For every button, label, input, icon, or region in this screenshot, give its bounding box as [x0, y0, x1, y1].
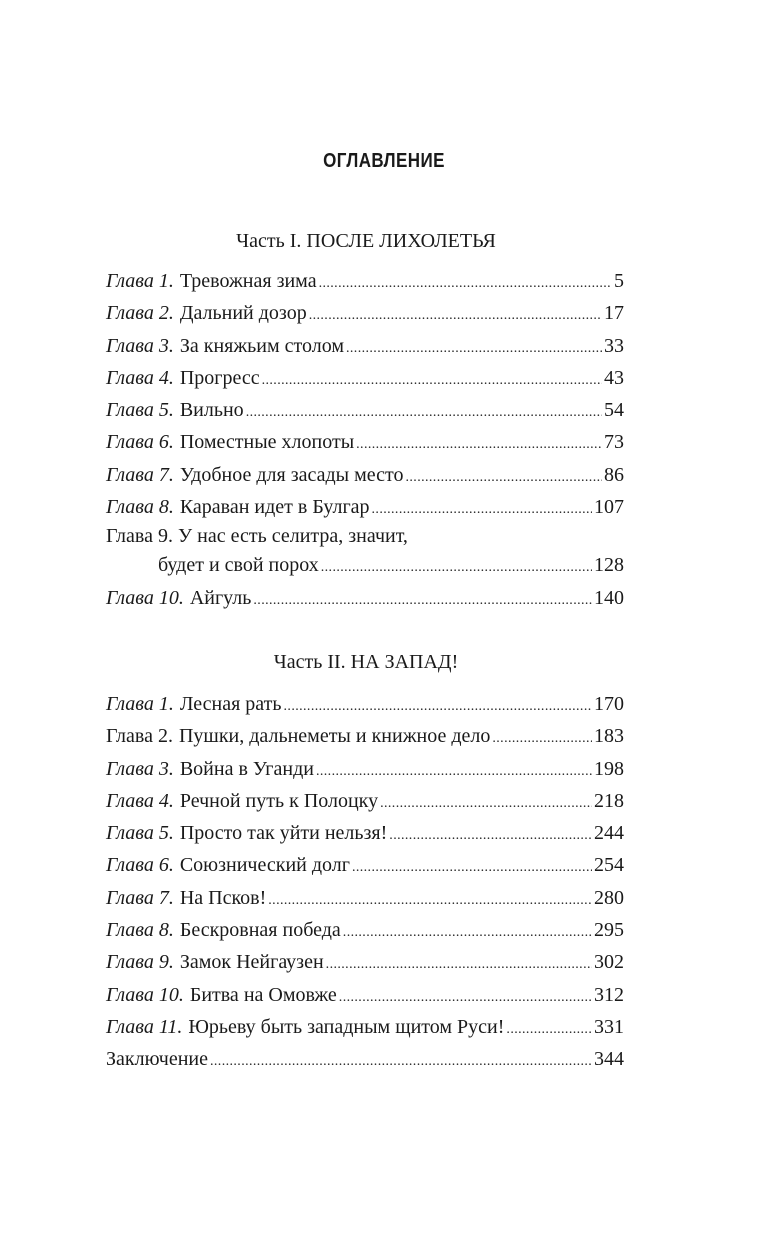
chapter-title: Юрьеву быть западным щитом Руси!: [188, 1015, 505, 1038]
chapter-number: Глава 7.: [106, 886, 174, 909]
dot-leader: [343, 917, 592, 949]
chapter-number: Глава 1.: [106, 270, 174, 292]
page-number: 54: [604, 399, 624, 422]
page-number: 5: [614, 270, 624, 292]
page-number: 280: [594, 886, 624, 909]
toc-entry-first-line[interactable]: [106, 523, 624, 549]
chapter-title: Караван идет в Булгар: [179, 496, 370, 519]
page-number: 140: [594, 586, 624, 609]
chapter-number: Глава 7.: [106, 463, 174, 486]
toc-entry[interactable]: [106, 946, 624, 978]
dot-leader: [319, 268, 612, 300]
dot-leader: [316, 756, 592, 788]
chapter-number: Глава 1.: [106, 693, 174, 715]
chapter-title: Пушки, дальнеметы и книжное дело: [178, 725, 491, 748]
toc-entry[interactable]: [106, 849, 624, 881]
dot-leader: [326, 949, 592, 981]
chapter-title: За княжьим столом: [179, 334, 344, 357]
chapter-title: У нас есть селитра, значит,: [177, 525, 408, 548]
part-2-entries: [106, 688, 624, 1076]
page-number: 344: [594, 1048, 624, 1071]
page-number: 244: [594, 822, 624, 845]
toc-entry[interactable]: [106, 426, 624, 458]
toc-entry[interactable]: [106, 979, 624, 1011]
toc-entry[interactable]: [106, 582, 624, 614]
dot-leader: [339, 982, 592, 1014]
chapter-number: Глава 5.: [106, 822, 174, 845]
chapter-title: Просто так уйти нельзя!: [179, 822, 388, 845]
chapter-title: Удобное для засады место: [179, 463, 404, 486]
toc-entry[interactable]: [106, 753, 624, 785]
chapter-title: Лесная рать: [179, 693, 282, 715]
page-number: 43: [604, 366, 624, 389]
page-number: 302: [594, 951, 624, 974]
page-number: 183: [594, 725, 624, 748]
dot-leader: [356, 429, 602, 461]
chapter-title: Тревожная зима: [179, 270, 317, 292]
chapter-number: Глава 2.: [106, 302, 174, 325]
page-number: 170: [594, 693, 624, 715]
dot-leader: [492, 723, 592, 755]
toc-entry-conclusion[interactable]: [106, 1043, 624, 1075]
page-number: 17: [604, 302, 624, 325]
chapter-title: На Псков!: [179, 886, 267, 909]
page-number: 254: [594, 854, 624, 877]
page-number: 107: [594, 496, 624, 519]
part-1-entries: [106, 265, 624, 614]
chapter-title: Айгуль: [189, 586, 252, 609]
toc-entry[interactable]: [106, 720, 624, 752]
chapter-title: Заключение: [106, 1048, 208, 1071]
dot-leader: [506, 1014, 592, 1046]
dot-leader: [389, 820, 592, 852]
toc-entry[interactable]: [106, 914, 624, 946]
toc-entry[interactable]: [106, 817, 624, 849]
chapter-title: Прогресс: [179, 366, 260, 389]
page-number: 295: [594, 919, 624, 942]
dot-leader: [309, 300, 602, 332]
toc-entry[interactable]: [106, 1011, 624, 1043]
dot-leader: [380, 788, 592, 820]
dot-leader: [253, 585, 592, 617]
chapter-title: Война в Уганди: [179, 757, 314, 780]
chapter-number: Глава 8.: [106, 496, 174, 519]
chapter-number: Глава 9.: [106, 951, 174, 974]
chapter-title: Битва на Омовже: [189, 983, 337, 1006]
toc-entry[interactable]: [106, 330, 624, 362]
chapter-number: Глава 3.: [106, 334, 174, 357]
part-2-heading: Часть II. НА ЗАПАД!: [273, 651, 459, 673]
dot-leader: [268, 885, 592, 917]
page-number: 33: [604, 334, 624, 357]
dot-leader: [246, 397, 602, 429]
page-number: 73: [604, 431, 624, 454]
toc-entry[interactable]: [106, 491, 624, 523]
chapter-title-continuation: будет и свой порох: [158, 554, 319, 577]
page-number: 128: [594, 554, 624, 577]
page-number: 331: [594, 1015, 624, 1038]
dot-leader: [262, 365, 602, 397]
toc-entry[interactable]: [106, 688, 624, 720]
dot-leader: [352, 852, 592, 884]
toc-entry[interactable]: [106, 362, 624, 394]
chapter-number: Глава 6.: [106, 431, 174, 454]
chapter-number: Глава 4.: [106, 789, 174, 812]
chapter-title: Союзнический долг: [179, 854, 350, 877]
chapter-number: Глава 10.: [106, 586, 184, 609]
toc-entry[interactable]: [106, 265, 624, 297]
dot-leader: [321, 552, 592, 584]
dot-leader: [406, 462, 603, 494]
chapter-title: Бескровная победа: [179, 919, 341, 942]
chapter-number: Глава 3.: [106, 757, 174, 780]
toc-entry[interactable]: [106, 459, 624, 491]
chapter-number: Глава 9.: [106, 525, 173, 548]
chapter-number: Глава 10.: [106, 983, 184, 1006]
chapter-title: Замок Нейгаузен: [179, 951, 324, 974]
page-number: 312: [594, 983, 624, 1006]
toc-entry[interactable]: [106, 882, 624, 914]
toc-title: ОГЛАВЛЕНИЕ: [323, 150, 445, 172]
chapter-title: Вильно: [179, 399, 244, 422]
toc-entry[interactable]: [106, 297, 624, 329]
chapter-title: Речной путь к Полоцку: [179, 789, 379, 812]
chapter-number: Глава 2.: [106, 725, 173, 748]
dot-leader: [284, 691, 592, 723]
chapter-number: Глава 5.: [106, 399, 174, 422]
toc-entry[interactable]: [106, 785, 624, 817]
toc-entry-continuation[interactable]: [106, 549, 624, 581]
chapter-title: Поместные хлопоты: [179, 431, 355, 454]
dot-leader: [210, 1046, 592, 1078]
dot-leader: [372, 494, 592, 526]
chapter-number: Глава 4.: [106, 366, 174, 389]
chapter-number: Глава 8.: [106, 919, 174, 942]
page-number: 218: [594, 789, 624, 812]
page-number: 86: [604, 463, 624, 486]
page-number: 198: [594, 757, 624, 780]
dot-leader: [346, 333, 602, 365]
chapter-number: Глава 6.: [106, 854, 174, 877]
toc-entry[interactable]: [106, 394, 624, 426]
chapter-title: Дальний дозор: [179, 302, 307, 325]
part-1-heading: Часть I. ПОСЛЕ ЛИХОЛЕТЬЯ: [236, 230, 496, 252]
chapter-number: Глава 11.: [106, 1015, 183, 1038]
